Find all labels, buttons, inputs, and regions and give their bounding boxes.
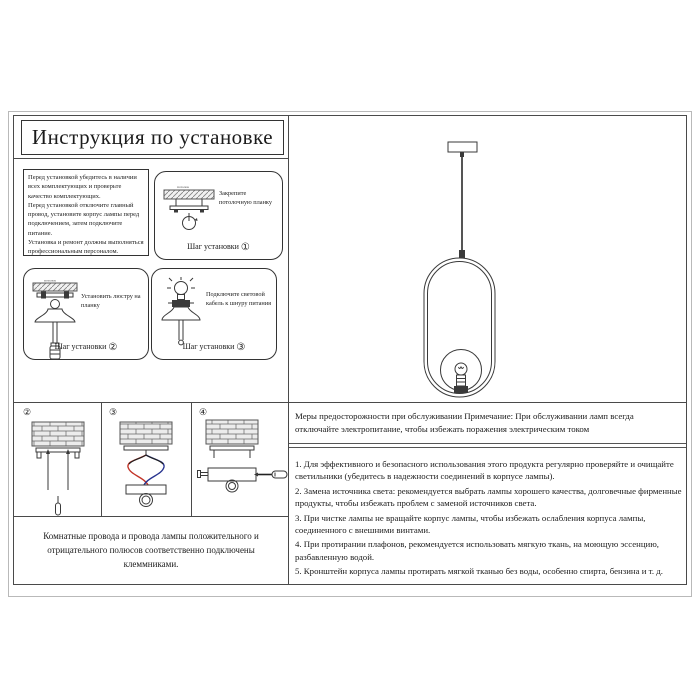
canopy-nub [460,152,464,157]
screw-head [200,210,204,213]
anchor-screw [56,503,61,515]
step-footer-label: Шаг установки [54,342,107,351]
maintenance-item: 2. Замена источника света: рекомендуется выбрать лампы хорошего качества, долговечные фирменные продукты, чтобы избежать проблем с заменой источников света. [295,485,682,509]
mounting-plate [170,206,208,210]
step-footer [152,342,276,353]
step-number: ① [240,242,250,253]
precaution-note: Меры предосторожности при обслуживании Примечание: При обслуживании ламп всегда отключайте электропитание, чтобы избежать поражения электрическим током [295,411,634,434]
step-box-3 [151,268,277,360]
long-screws [48,454,68,490]
canopy-bell [162,307,200,320]
intro-box [23,169,149,256]
screw-head [174,210,178,213]
canopy-bell [35,309,75,322]
inner-circle [441,350,482,391]
socket-ring-inner [229,483,236,490]
step-caption: Установить люстру на планку [81,293,141,309]
ceiling-label: потолок [177,185,189,189]
double-rule-top [289,443,686,444]
bulb-icon [455,363,467,375]
rod [179,320,183,340]
maintenance-list [295,458,683,580]
rays [167,277,195,288]
intro-line: Установка и ремонт должны выполняться профессиональным персоналом. [28,239,144,256]
page-border [8,111,692,597]
socket-holder [454,386,468,393]
mounting-plate [36,448,80,452]
step-box-1 [154,171,283,260]
panel-divider [191,402,192,516]
title-box [21,120,284,155]
panel3-diagram [104,414,188,516]
step-caption: Подключите световой кабель к шнуру питания [206,291,272,307]
socket-ring [226,480,238,492]
filament [459,367,464,369]
intro-line: Перед установкой убедитесь в наличии всех комплектующих и проверьте качество комплектующих. [28,174,137,200]
panel-number: ③ [109,407,118,417]
title-rule [14,158,288,159]
mounting-plate [210,446,254,450]
brick-wall [120,422,172,444]
step-number: ③ [236,342,246,353]
panel-number: ④ [199,407,208,417]
double-rule-bottom [289,447,686,448]
wire-loop [51,300,60,309]
bolt [64,292,69,299]
ring-connector [459,250,465,258]
brick-wall [32,422,84,446]
step1-diagram [163,182,219,238]
panel2-diagram [18,416,98,518]
bulb-icon [175,282,188,295]
maintenance-item: 3. При чистке лампы не вращайте корпус лампы, чтобы избежать ослабления корпуса лампы, соединенного с внешними винтами. [295,512,646,536]
page-title: Инструкция по установке [31,125,274,149]
ceiling-hatch [164,190,214,199]
pendant-lamp-drawing [384,124,554,404]
step-box-2 [23,268,149,360]
step-number: ② [108,342,118,353]
plate-legs [214,450,250,458]
step-footer [24,342,148,353]
terminal-block [126,485,166,494]
screws [176,199,202,206]
section-rule [14,402,686,403]
rod [53,322,57,343]
screwdriver-handle [272,471,287,478]
bolt [41,292,46,299]
screw-threads [457,379,466,383]
brick-wall [206,420,258,444]
mounting-plate [124,446,168,450]
maintenance-item: 5. Кронштейн корпуса лампы протирать мягкой тканью без воды, особенно спирта, бензина и т. д. [295,566,663,577]
wire-upper [129,455,163,464]
panel4-diagram [196,414,292,516]
side-screw [200,473,208,476]
page-content [13,115,687,585]
ceiling-label: потолок [44,278,56,283]
panel-number: ② [23,407,32,417]
step-caption: Закрепите потолочную планку [219,190,273,206]
socket-ring [140,494,153,507]
step-footer [155,242,282,253]
bulb-screw-base [457,375,466,386]
bracket [172,300,190,307]
maintenance-item: 1. Для эффективного и безопасного использования этого продукта регулярно проверяйте и очищайте светильники (убедитесь в надежности соединений в корпусе лампы). [295,459,674,482]
ceiling-canopy [448,142,477,152]
ceiling-hatch [33,283,77,291]
oval-frame-outer [424,258,495,397]
step-footer-label: Шаг установки [182,342,235,351]
intro-line: Перед установкой отключите главный провод, установите корпус лампы перед подключением, затем подключите питание. [28,201,140,237]
wiring-note: Комнатные провода и провода лампы положительного и отрицательного полюсов соответственно подключены клеммниками. [43,531,259,569]
maintenance-item: 4. При протирании плафонов, рекомендуется использовать мягкую ткань, на моющую эссенцию, разбавленную водой. [295,539,660,562]
plate-tab [37,452,41,458]
lamp-base-body [208,468,256,481]
bulb-base [178,295,185,300]
side-screw-head [198,471,201,478]
socket-ring-inner [142,496,150,504]
step-footer-label: Шаг установки [187,242,239,251]
panel-divider [101,402,102,516]
plate-tab [75,452,79,458]
oval-frame-inner [428,262,492,394]
